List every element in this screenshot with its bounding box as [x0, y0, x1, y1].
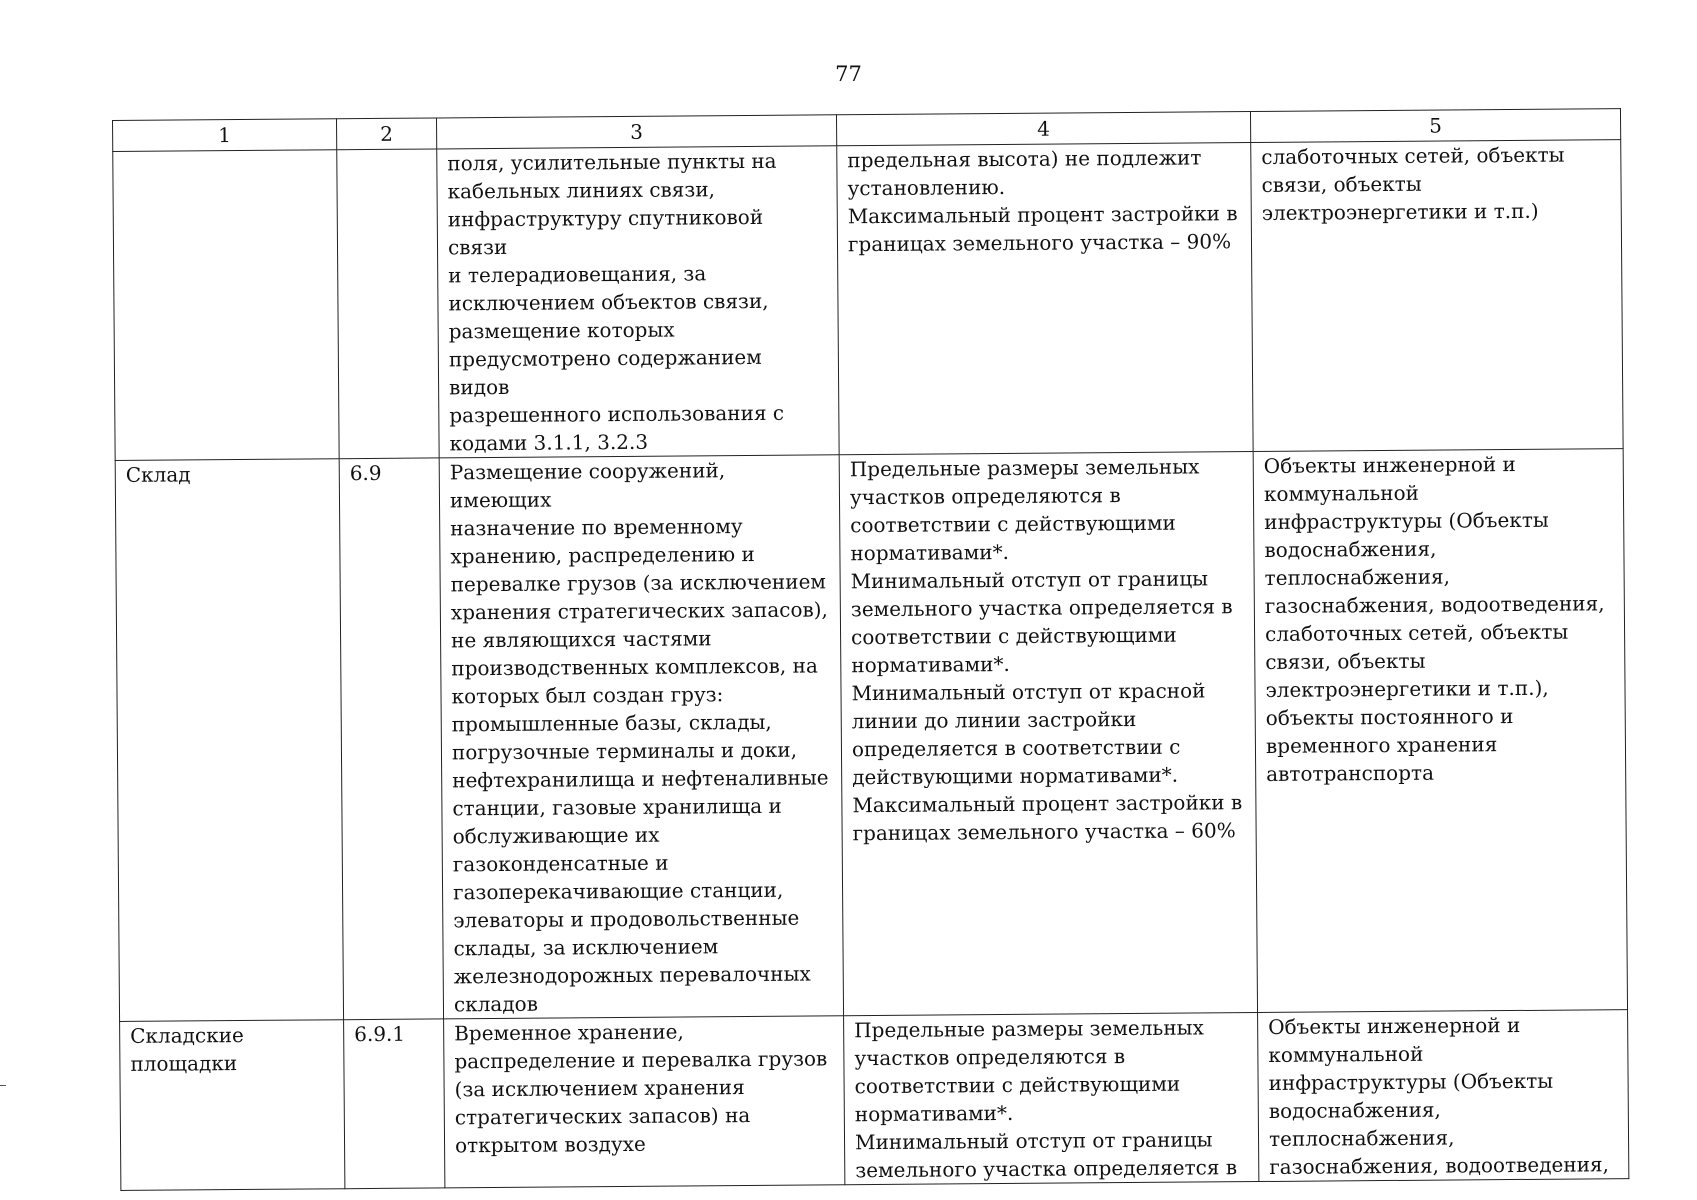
use-parameters-cell	[839, 452, 1257, 1016]
use-objects: слаботочных сетей, объекты связи, объекты электроэнергетики и т.п.)	[1261, 142, 1565, 225]
use-parameters-cell	[837, 143, 1253, 455]
header-column-3: 3	[436, 115, 836, 149]
use-code: 6.9	[349, 460, 382, 486]
use-description-cell	[439, 455, 843, 1019]
use-parameters: предельная высота) не подлежит установлению. Максимальный процент застройки в границах земельного участка – 90%	[847, 145, 1238, 257]
table-row	[120, 1010, 1629, 1191]
use-name: Склад	[125, 462, 191, 487]
use-code	[347, 150, 426, 151]
header-column-2: 2	[336, 118, 436, 150]
use-description: Размещение сооружений, имеющих назначение по временному хранению, распределению и перевалке грузов (за исключением хранения стратегических запасов), не являющихся частями производственных комплексов, на которых был создан груз: промышленные базы, склады, погрузочные терминалы и доки, нефтехранилища и нефтеналивные станции, газовые хранилища и обслуживающие их газоконденсатные и газоперекачивающие станции, элеваторы и продовольственные склады, за исключением железнодорожных перевалочных складов	[449, 458, 829, 1017]
use-description-cell	[437, 146, 839, 458]
use-name: Складские площадки	[130, 1022, 244, 1076]
use-parameters: Предельные размеры земельных участков определяются в соответствии с действующими нормативами*. Минимальный отступ от границы земельного участка определяется в соответствии с действующими нормативами*. Минимальный отступ от красной линии до линии застройки определяется в соответствии с действующими нормативами*. Максимальный процент застройки в границах земельного участка – 60%	[849, 454, 1243, 846]
page-number: 77	[835, 62, 862, 86]
use-code-cell	[337, 149, 439, 459]
use-code: 6.9.1	[354, 1021, 406, 1047]
use-objects: Объекты инженерной и коммунальной инфраструктуры (Объекты водоснабжения, теплоснабжения, газоснабжения, водоотведения, слаботочных сетей, объекты связи, объекты электроэнергетики и т.п.), объекты постоянного и временного хранения автотранспорта	[1263, 451, 1605, 786]
use-description-cell	[444, 1016, 845, 1188]
use-name-cell	[120, 1020, 345, 1191]
use-parameters-cell	[844, 1013, 1259, 1185]
use-name-cell	[113, 150, 339, 461]
header-column-1: 1	[113, 119, 337, 152]
land-use-table	[112, 108, 1629, 1191]
table-row	[115, 449, 1627, 1022]
use-code-cell	[339, 458, 443, 1020]
use-description: Временное хранение, распределение и перевалка грузов (за исключением хранения стратегических запасов) на открытом воздухе	[454, 1019, 828, 1158]
use-name	[123, 150, 326, 152]
use-objects-cell	[1251, 140, 1623, 452]
use-objects-cell	[1258, 1010, 1629, 1182]
use-name-cell	[115, 459, 343, 1022]
use-code-cell	[344, 1019, 445, 1189]
header-column-4: 4	[836, 112, 1250, 146]
use-description: поля, усилительные пункты на кабельных линиях связи, инфраструктуру спутниковой связи и телерадиовещания, за исключением объектов связи, размещение которых предусмотрено содержанием видов разрешенного использования с кодами 3.1.1, 3.2.3	[447, 148, 785, 456]
scan-margin-mark	[0, 1085, 6, 1086]
use-parameters: Предельные размеры земельных участков определяются в соответствии с действующими нормативами*. Минимальный отступ от границы земельного участка определяется в	[854, 1015, 1238, 1183]
use-objects: Объекты инженерной и коммунальной инфраструктуры (Объекты водоснабжения, теплоснабжения, газоснабжения, водоотведения,	[1268, 1012, 1610, 1179]
use-objects-cell	[1253, 449, 1627, 1013]
table-row	[113, 140, 1623, 461]
header-column-5: 5	[1250, 109, 1620, 143]
